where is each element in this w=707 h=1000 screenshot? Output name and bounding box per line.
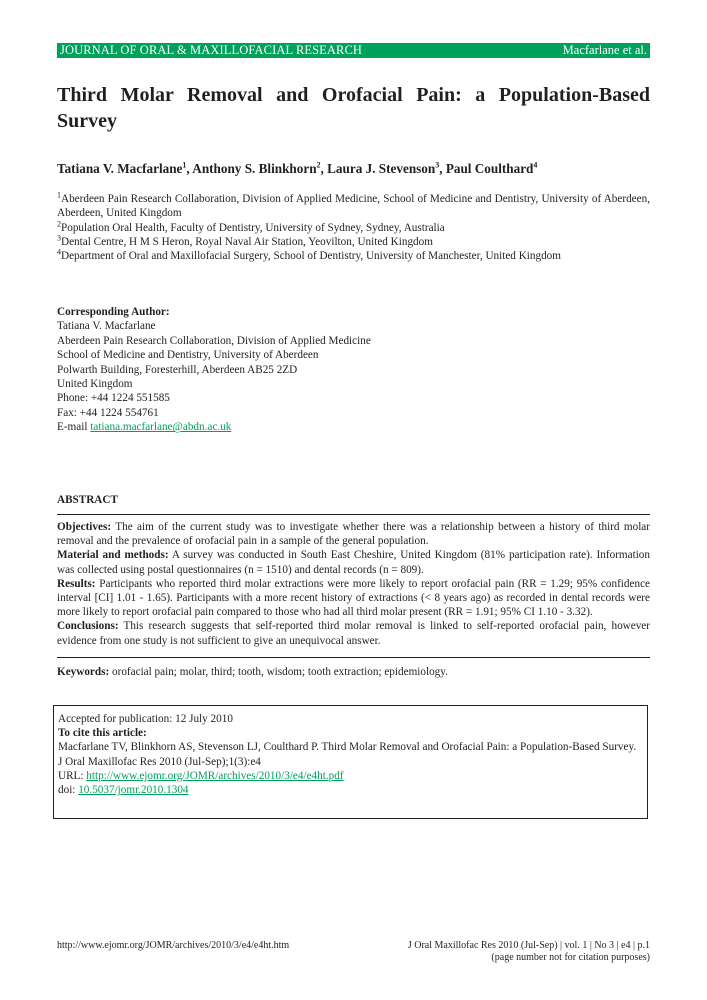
cite-journal-line: J Oral Maxillofac Res 2010 (Jul-Sep);1(3):e4 xyxy=(58,755,261,768)
author-affiliation-number: 3 xyxy=(435,160,440,170)
author-name: Paul Coulthard xyxy=(445,161,534,176)
author-affiliation-number: 2 xyxy=(316,160,321,170)
article-title: Third Molar Removal and Orofacial Pain: a Population-Based Survey xyxy=(57,84,650,132)
author-separator: , xyxy=(439,161,446,176)
affiliation-text: Aberdeen Pain Research Collaboration, Division of Applied Medicine, School of Medicine and Dentistry, University of Aberdeen, Aberdeen, United Kingdom xyxy=(57,193,650,220)
author-name: Anthony S. Blinkhorn xyxy=(192,161,317,176)
cite-text: Macfarlane TV, Blinkhorn AS, Stevenson LJ, Coulthard P. Third Molar Removal and Orofacial Pain: a Population-Based Survey. xyxy=(58,741,637,754)
affiliation-item xyxy=(57,249,650,263)
abstract-section-text: This research suggests that self-reported third molar removal is linked to self-reported orofacial pain, however evidence from one study is not sufficient to give an unequivocal answer. xyxy=(57,620,650,647)
affiliation-list xyxy=(57,192,650,263)
affiliation-number: 3 xyxy=(57,233,61,243)
journal-header-bar xyxy=(57,43,650,58)
author-affiliation-number: 1 xyxy=(182,160,187,170)
corresponding-line: Fax: +44 1224 554761 xyxy=(57,406,159,419)
cite-url-line xyxy=(58,769,647,783)
email-label: E-mail xyxy=(57,421,91,434)
email-line xyxy=(57,420,650,434)
abstract-section xyxy=(57,520,650,548)
corresponding-line: Tatiana V. Macfarlane xyxy=(57,320,156,333)
abstract-bottom-rule xyxy=(57,657,650,658)
abstract-section-text: The aim of the current study was to investigate whether there was a relationship between a history of third molar removal and the prevalence of orofacial pain in a sample of the general population. xyxy=(57,521,650,548)
corresponding-line: Phone: +44 1224 551585 xyxy=(57,392,170,405)
footer-url: http://www.ejomr.org/JOMR/archives/2010/3/e4/e4ht.htm xyxy=(57,940,290,951)
author-separator: , xyxy=(186,161,193,176)
corresponding-author-lines xyxy=(57,319,650,420)
author-affiliation-number: 4 xyxy=(533,160,538,170)
email-link[interactable]: tatiana.macfarlane@abdn.ac.uk xyxy=(90,421,232,434)
corresponding-line: Aberdeen Pain Research Collaboration, Division of Applied Medicine xyxy=(57,334,371,347)
cite-heading: To cite this article: xyxy=(58,727,147,740)
doi-label: doi: xyxy=(58,784,79,797)
keywords-line xyxy=(57,665,650,679)
corresponding-line: United Kingdom xyxy=(57,378,133,391)
affiliation-text: Department of Oral and Maxillofacial Surgery, School of Dentistry, University of Manchester, United Kingdom xyxy=(61,250,561,263)
corresponding-author-block xyxy=(57,305,650,435)
abstract-section-label: Objectives: xyxy=(57,521,112,533)
affiliation-number: 2 xyxy=(57,218,61,228)
author-name: Laura J. Stevenson xyxy=(327,161,436,176)
corresponding-line: Polwarth Building, Foresterhill, Aberdeen AB25 2ZD xyxy=(57,363,298,376)
abstract-section xyxy=(57,548,650,576)
keywords-text: orofacial pain; molar, third; tooth, wisdom; tooth extraction; epidemiology. xyxy=(109,666,448,678)
corresponding-author-heading: Corresponding Author: xyxy=(57,306,170,318)
abstract-section xyxy=(57,619,650,647)
keywords-label: Keywords: xyxy=(57,666,110,678)
affiliation-text: Population Oral Health, Faculty of Dentistry, University of Sydney, Sydney, Australia xyxy=(61,221,445,234)
cite-doi-line xyxy=(58,783,647,797)
abstract-body xyxy=(57,520,650,648)
url-link[interactable]: http://www.ejomr.org/JOMR/archives/2010/3/e4/e4ht.pdf xyxy=(86,769,344,782)
running-authors: Macfarlane et al. xyxy=(562,43,647,57)
abstract-section xyxy=(57,577,650,620)
abstract-top-rule xyxy=(57,514,650,515)
affiliation-item xyxy=(57,218,650,235)
corresponding-line: School of Medicine and Dentistry, University of Aberdeen xyxy=(57,349,319,362)
abstract-section-label: Results: xyxy=(57,577,96,590)
abstract-section-text: Participants who reported third molar extractions were more likely to report orofacial pain (RR = 1.29; 95% confidence interval [CI] 1.01 - 1.65). Participants with a more recent history of extractions (< 8 years ago) as recorded in dental records were more likely to report orofacial pain compared to those who had all third molar present (RR = 1.91; 95% CI 1.10 - 3.32). xyxy=(57,577,650,619)
author-separator: , xyxy=(320,161,328,176)
citation-box xyxy=(53,705,648,819)
author-list xyxy=(57,160,650,178)
affiliation-text: Dental Centre, H M S Heron, Royal Naval Air Station, Yeovilton, United Kingdom xyxy=(61,235,433,248)
affiliation-item xyxy=(57,235,650,249)
affiliation-number: 1 xyxy=(57,190,61,200)
url-label: URL: xyxy=(58,769,87,782)
footer-page-note: (page number not for citation purposes) xyxy=(491,952,650,964)
journal-name: JOURNAL OF ORAL & MAXILLOFACIAL RESEARCH xyxy=(60,43,363,57)
abstract-heading: ABSTRACT xyxy=(57,494,118,506)
abstract-section-label: Conclusions: xyxy=(57,620,119,633)
abstract-section-text: A survey was conducted in South East Cheshire, United Kingdom (81% participation rate). Information was collected using postal questionnaires (n = 1510) and dental records (n = 809). xyxy=(57,549,650,576)
footer-journal-info: J Oral Maxillofac Res 2010 (Jul-Sep) | vol. 1 | No 3 | e4 | p.1 xyxy=(407,940,650,951)
abstract-section-label: Material and methods: xyxy=(57,549,169,562)
accepted-date: Accepted for publication: 12 July 2010 xyxy=(58,713,233,725)
affiliation-number: 4 xyxy=(57,247,61,257)
footer-citation xyxy=(408,940,650,965)
affiliation-item xyxy=(57,192,650,221)
doi-link[interactable]: 10.5037/jomr.2010.1304 xyxy=(78,784,189,797)
author-name: Tatiana V. Macfarlane xyxy=(57,161,183,176)
